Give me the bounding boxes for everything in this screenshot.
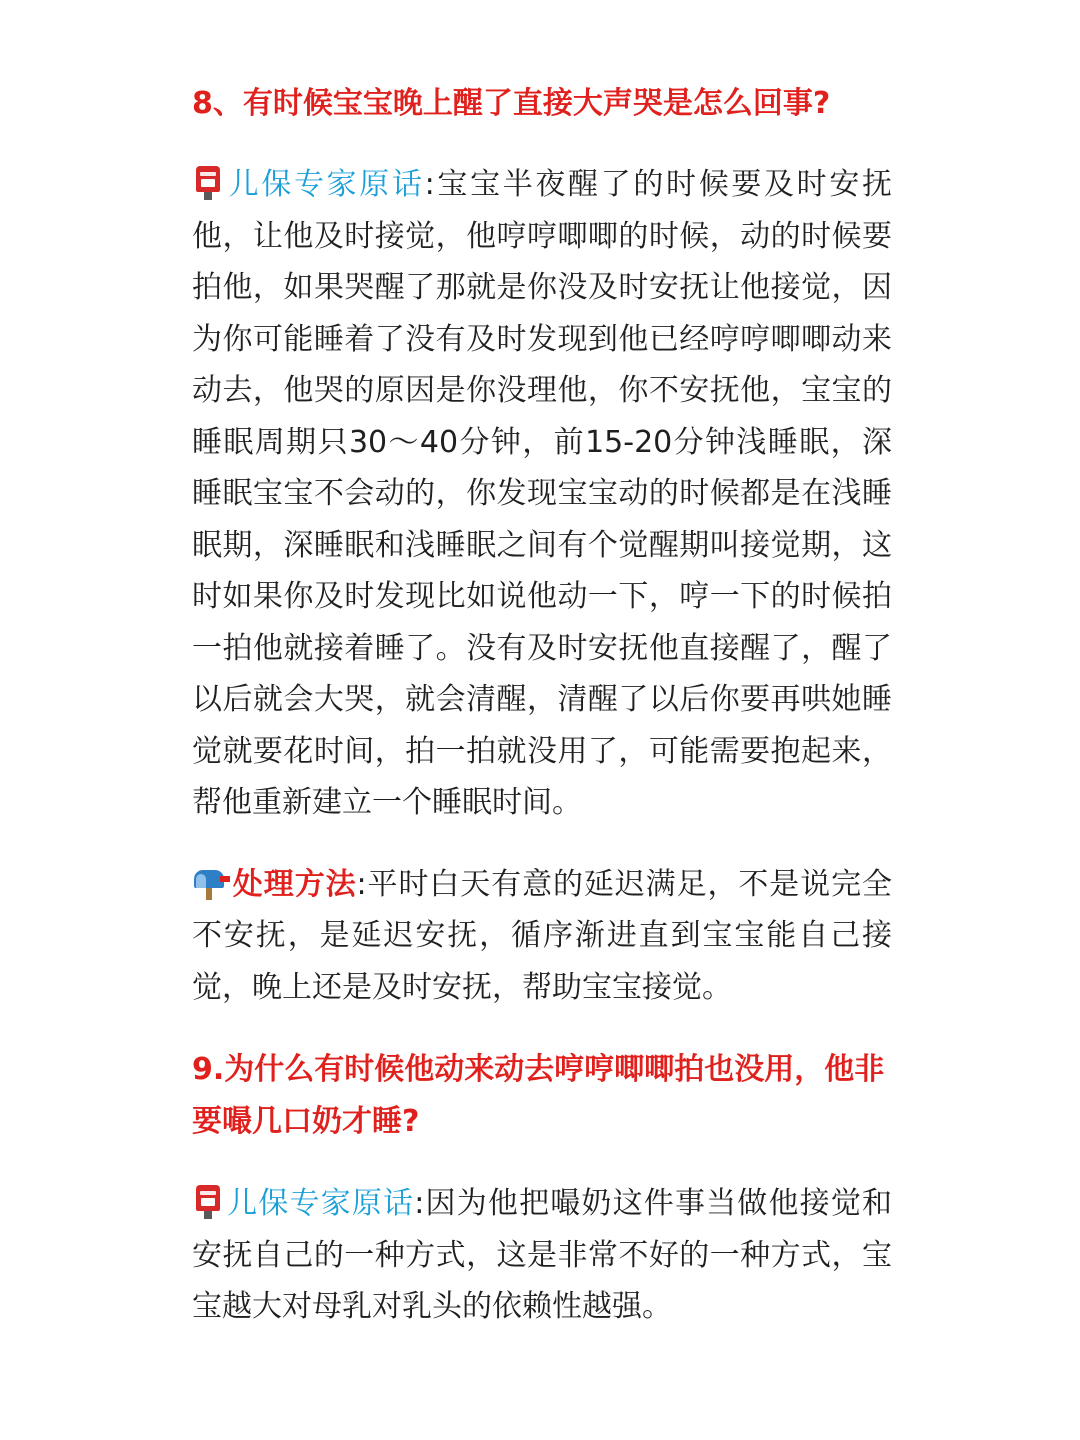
postbox-icon: [192, 1183, 224, 1219]
question-8-expert-text: 宝宝半夜醒了的时候要及时安抚他，让他及时接觉，他哼哼唧唧的时候，动的时候要拍他，如果哭醒了那就是你没及时安抚让他接觉，因为你可能睡着了没有及时发现到他已经哼哼唧唧动来动去，他哭的原因是你没理他，你不安抚他，宝宝的睡眠周期只30～40分钟，前15-20分钟浅睡眠，深睡眠宝宝不会动的，你发现宝宝动的时候都是在浅睡眠期，深睡眠和浅睡眠之间有个觉醒期叫接觉期，这时如果你及时发现比如说他动一下，哼一下的时候拍一拍他就接着睡了。没有及时安抚他直接醒了，醒了以后就会大哭，就会清醒，清醒了以后你要再哄她睡觉就要花时间，拍一拍就没用了，可能需要抱起来，帮他重新建立一个睡眠时间。: [192, 167, 893, 820]
label-colon: :: [424, 167, 435, 202]
question-8-title: 8、有时候宝宝晚上醒了直接大声哭是怎么回事?: [192, 86, 831, 121]
question-8-method-paragraph: [192, 859, 892, 1014]
question-8-method-text: 平时白天有意的延迟满足，不是说完全不安抚，是延迟安抚，循序渐进直到宝宝能自己接觉，晚上还是及时安抚，帮助宝宝接觉。: [192, 866, 893, 1005]
question-9-expert-text: 因为他把嘬奶这件事当做他接觉和安抚自己的一种方式，这是非常不好的一种方式，宝宝越大对母乳对乳头的依赖性越强。: [192, 1186, 893, 1324]
question-8-expert-paragraph: [192, 159, 892, 829]
label-colon: :: [414, 1186, 425, 1221]
expert-quote-label: 儿保专家原话: [226, 167, 425, 202]
label-colon: :: [356, 866, 367, 902]
question-9-title: 9.为什么有时候他动来动去哼哼唧唧拍也没用，他非要嘬几口奶才睡?: [192, 1052, 885, 1139]
expert-quote-label: 儿保专家原话: [226, 1186, 415, 1221]
question-9-expert-paragraph: [192, 1178, 892, 1333]
article: [192, 78, 892, 1333]
mailbox-icon: [192, 864, 230, 900]
method-label: 处理方法: [232, 866, 357, 902]
postbox-icon: [192, 164, 224, 200]
